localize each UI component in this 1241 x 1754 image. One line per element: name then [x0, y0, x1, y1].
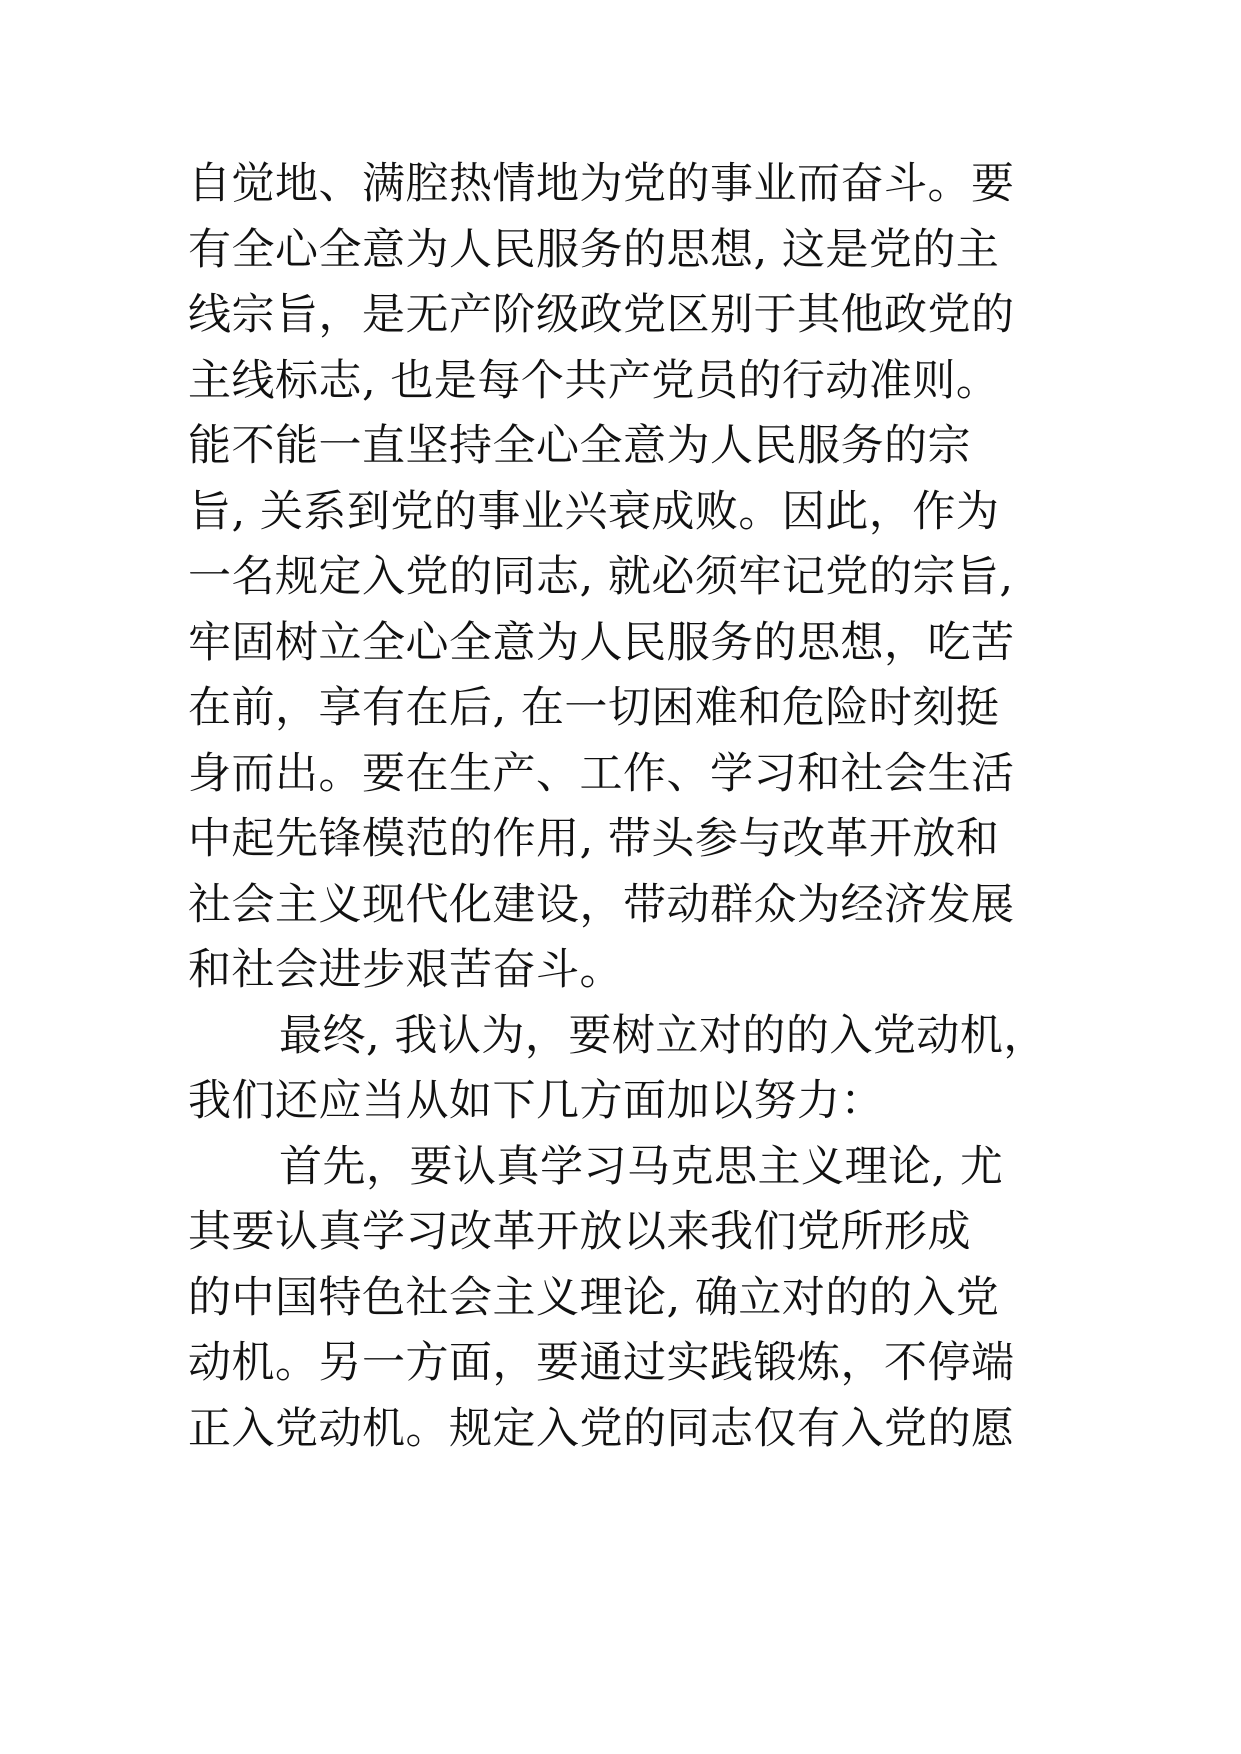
text-line: 自觉地、满腔热情地为党的事业而奋斗。要: [188, 159, 1015, 209]
text-line: 的中国特色社会主义理论, 确立对的的入党: [188, 1272, 1000, 1323]
text-line: 牢固树立全心全意为人民服务的思想，吃苦: [188, 617, 1015, 668]
text-line: 有全心全意为人民服务的思想, 这是党的主: [188, 224, 1000, 275]
text-line: 正入党动机。规定入党的同志仅有入党的愿: [188, 1403, 1015, 1454]
text-line: 动机。另一方面，要通过实践锻炼，不停端: [188, 1338, 1015, 1388]
text-line: 其要认真学习改革开放以来我们党所形成: [188, 1207, 971, 1257]
text-line: 能不能一直坚持全心全意为人民服务的宗: [188, 421, 971, 471]
text-line: 社会主义现代化建设，带动群众为经济发展: [188, 879, 1015, 930]
text-line: 中起先锋模范的作用, 带头参与改革开放和: [188, 814, 1000, 864]
text-line: 一名规定入党的同志, 就必须牢记党的宗旨,: [188, 552, 1014, 602]
text-line: 身而出。要在生产、工作、学习和社会生活: [188, 748, 1015, 799]
paragraph-first-line: 首先，要认真学习马克思主义理论, 尤: [279, 1141, 1004, 1192]
text-line: 在前，享有在后, 在一切困难和危险时刻挺: [188, 683, 1000, 733]
body-text: [188, 152, 1058, 1462]
text-line: 旨, 关系到党的事业兴衰成败。因此，作为: [188, 486, 1000, 537]
text-line: 线宗旨，是无产阶级政党区别于其他政党的: [188, 290, 1015, 340]
text-line: 和社会进步艰苦奋斗。: [188, 945, 623, 995]
text-line: 主线标志, 也是每个共产党员的行动准则。: [188, 355, 1000, 406]
text-line: 我们还应当从如下几方面加以努力：: [188, 1076, 884, 1126]
paragraph-first-line: 最终, 我认为，要树立对的的入党动机，: [279, 1010, 1047, 1061]
